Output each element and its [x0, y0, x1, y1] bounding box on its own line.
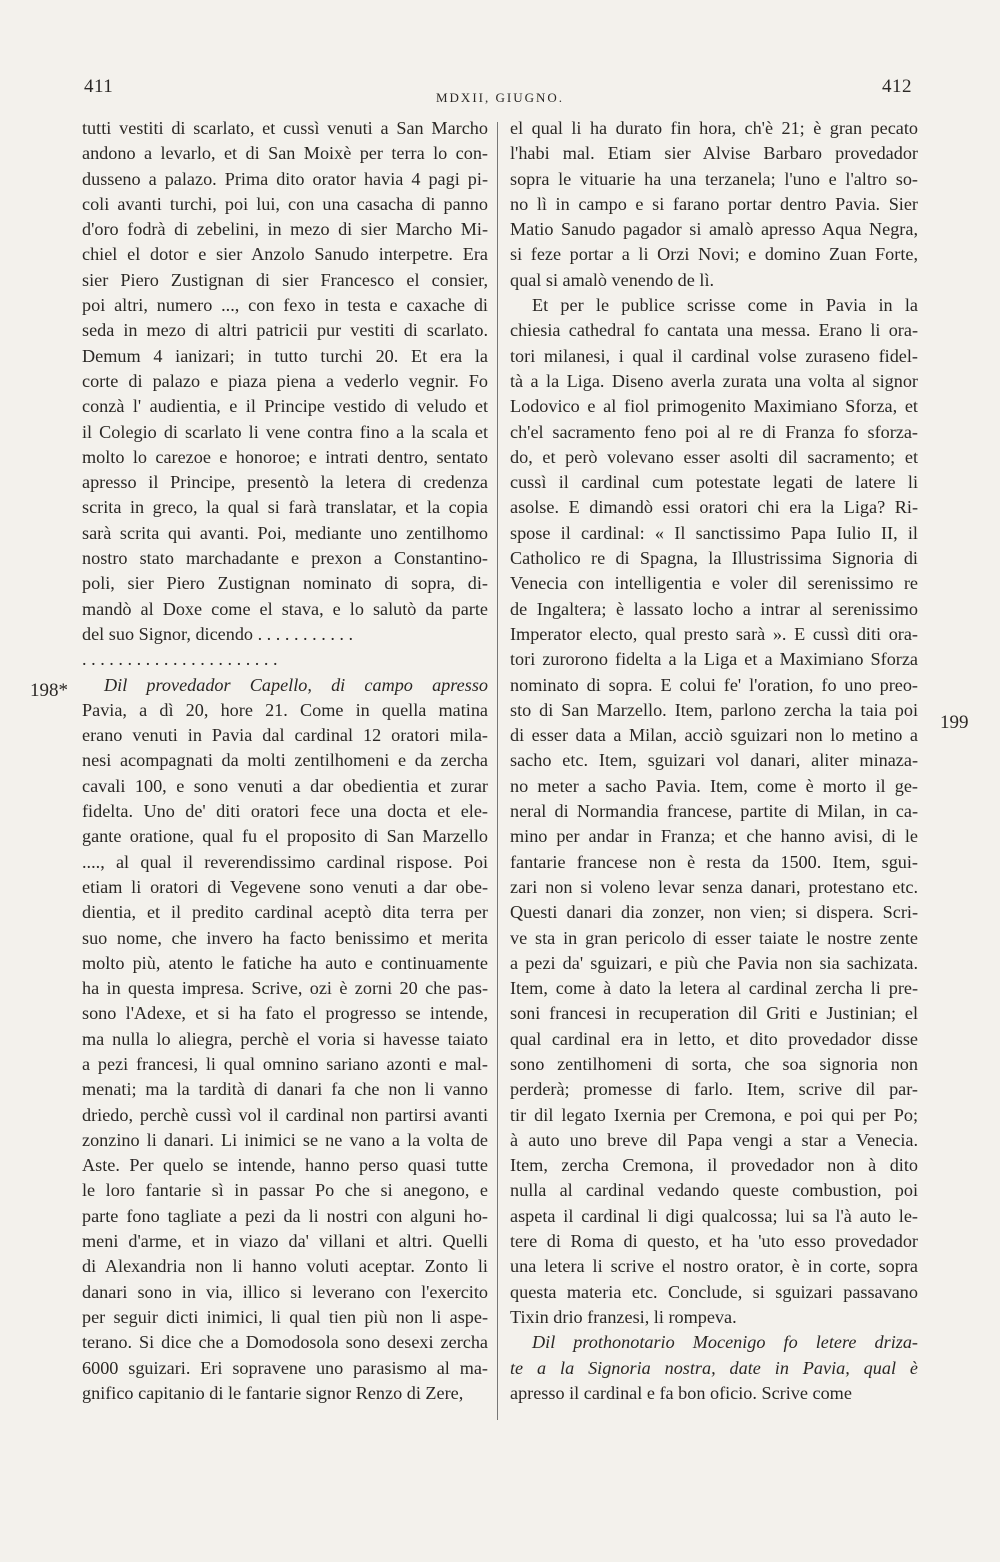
text-line: chiesia cathedral fo cantata una messa. Erano li ora- [510, 320, 918, 341]
right-page-number: 412 [882, 76, 912, 97]
text-line: tere di Roma di questo, et ha 'uto esso provedador [510, 1231, 918, 1252]
text-line: sono l'Adexe, et si ha fato el progresso se intende, [82, 1003, 488, 1024]
text-line: te a la Signoria nostra, date in Pavia, qual è [510, 1357, 918, 1378]
text-line: de Ingaltera; è lassato locho a intrar al serenissimo [510, 598, 918, 619]
text-line: perderà; promesse di farlo. Item, scrive dil par- [510, 1079, 918, 1100]
text-line: di esser data a Milan, acciò sguizari non lo metino a [510, 725, 918, 746]
text-line: andono a levarlo, et di San Moixè per terra lo con- [82, 143, 488, 164]
text-line: qual si amalò venendo de lì. [510, 269, 715, 290]
text-line: tir dil legato Ixernia per Cremona, e poi qui per Po; [510, 1104, 918, 1125]
running-title: MDXII, GIUGNO. [435, 90, 564, 105]
text-line: per seguir dicti inimici, li qual tien più non li aspe- [82, 1306, 488, 1327]
text-line: cavali 100, e sono venuti a dar obedientia et zurar [82, 775, 488, 796]
text-line: spose il cardinal: « Il sanctissimo Papa Iulio II, il [510, 522, 918, 543]
text-line: erano venuti in Pavia dal cardinal 12 oratori mila- [82, 725, 488, 746]
text-line: aspeta il cardinal li digi qualcossa; lui sa l'à auto le- [510, 1205, 918, 1226]
text-line: dientia, et il predito cardinal aceptò dita terra per [82, 902, 488, 923]
text-line: si feze portar a li Orzi Novi; e domino Zuan Forte, [510, 244, 918, 265]
text-line: do, et però volevano esser asolti dil sacramento; et [510, 446, 918, 467]
text-line: driedo, perchè cussì vol il cardinal non partirsi avanti [82, 1104, 488, 1125]
text-line: ve sta in gran pericolo di esser taiate le nostre zente [510, 927, 918, 948]
text-line: Imperator electo, qual presto sarà ». E cussì diti ora- [510, 623, 918, 644]
text-line: sono zentilhomeni di sorta, che soa signoria non [510, 1053, 918, 1074]
text-line: Pavia, a dì 20, hore 21. Come in quella matina [82, 699, 488, 720]
text-line: no meter a sacho Pavia. Item, come è morto il ge- [510, 775, 918, 796]
text-line: ch'el sacramento feno poi al re di Franza fo sforza- [510, 421, 918, 442]
text-line: no lì in campo e si farano portar dentro Pavia. Sier [510, 193, 918, 214]
text-line: fantarie francese non è resta da 1500. Item, sgui- [510, 851, 918, 872]
text-line: conzà l' audientia, e il Principe vestido di veludo et [82, 396, 488, 417]
text-line: fidelta. Uno de' diti oratori fece una docta et ele- [82, 801, 488, 822]
text-line: l'habi mal. Etiam sier Alvise Barbaro provedador [510, 143, 918, 164]
text-line: coli avanti turchi, poi lui, con una casacha di panno [82, 193, 488, 214]
text-line: il Colegio di scarlato li vene contra fino a la scala et [82, 421, 488, 442]
text-line: el qual li ha durato fin hora, ch'è 21; è gran pecato [510, 118, 918, 138]
column-divider [497, 122, 498, 1420]
text-line: mandò al Doxe come el stava, e lo salutò da parte [82, 598, 488, 619]
text-line: Dil prothonotario Mocenigo fo letere driza- [532, 1332, 918, 1353]
text-line: Venecia con intelligentia e voler dil serenissimo re [510, 573, 918, 594]
text-line: qual cardinal era in letto, et dito provedador disse [510, 1028, 918, 1049]
text-line: sacho etc. Item, sguizari vol danari, aliter minaza- [510, 750, 918, 771]
text-line: Questi danari dia zonzer, non vien; si dispera. Scri- [510, 902, 918, 923]
right-text-column [510, 116, 918, 1406]
text-line: tori milanesi, i qual il cardinal volse zuraseno fidel- [510, 345, 918, 366]
text-line: parte fono tagliate a pezi da li nostri con alguni ho- [82, 1205, 488, 1226]
text-line: nominato di sopra. E colui fe' l'oration, fo uno preo- [510, 674, 918, 695]
text-line: del suo Signor, dicendo . . . . . . . . . . . [82, 623, 354, 644]
text-line: Dil provedador Capello, di campo apresso [104, 674, 488, 695]
text-line: Et per le publice scrisse come in Pavia in la [532, 295, 918, 316]
text-line: poi altri, numero ..., con fexo in testa e caxache di [82, 295, 488, 316]
text-line: gnifico capitanio di le fantarie signor Renzo di Zere, [82, 1382, 464, 1403]
text-line: Matio Sanudo pagador si amalò apresso Aqua Negra, [510, 219, 918, 240]
text-line: sopra le vituarie ha una terzanela; l'uno e l'altro so- [510, 168, 918, 189]
text-line: questa materia etc. Conclude, si sguizari passavano [510, 1281, 918, 1302]
text-line: etiam li oratori di Vegevene sono venuti a dar obe- [82, 876, 488, 897]
text-line: tutti vestiti di scarlato, et cussì venuti a San Marcho [82, 118, 488, 138]
text-line: molto lo carezoe e honoroe; e intrati dentro, sentato [82, 446, 488, 467]
text-line: asolse. E dimandò essi oratori chi era la Liga? Ri- [510, 497, 918, 518]
text-line: . . . . . . . . . . . . . . . . . . . . . . [82, 649, 278, 670]
text-line: di Alexandria non li hanno voluti aceptar. Zonto li [82, 1256, 488, 1277]
text-line: a pezi da' sguizari, e più che Pavia non sia sachizata. [510, 952, 918, 973]
text-line: zonzino li danari. Li inimici se ne vano a la volta de [82, 1129, 488, 1150]
text-line: meni d'arme, et in viazo da' villani et altri. Quelli [82, 1231, 488, 1252]
text-line: seda in mezo di altri patricii pur vestiti di scarlato. [82, 320, 488, 341]
text-line: nostro stato marchadante e prexon a Constantino- [82, 548, 488, 569]
text-line: nesi acompagnati da molti zentilhomeni e da zercha [82, 750, 488, 771]
text-line: molto più, atento le fatiche ha auto e continuamente [82, 952, 488, 973]
text-line: Item, come à dato la letera al cardinal zercha li pre- [510, 978, 918, 999]
text-line: Catholico re di Spagna, la Illustrissima Signoria di [510, 548, 918, 569]
text-line: neral di Normandia francese, partite di Milan, in ca- [510, 801, 918, 822]
text-line: soni francesi in recuperation dil Griti e Justinian; el [510, 1003, 918, 1024]
text-line: nulla al cardinal vedando queste combustion, poi [510, 1180, 918, 1201]
text-line: menati; ma la tardità di danari fa che non li vanno [82, 1079, 488, 1100]
text-line: una letera li scrive el nostro orator, è in corte, sopra [510, 1256, 918, 1277]
text-line: gante oratione, qual fu el proposito di San Marzello [82, 826, 488, 847]
text-line: sarà scrita qui avanti. Poi, mediante uno zentilhomo [82, 522, 488, 543]
text-line: Demum 4 ianizari; in tutto turchi 20. Et era la [82, 345, 488, 366]
text-line: d'oro fodrà di zebelini, in mezo di sier Marcho Mi- [82, 219, 488, 240]
text-line: Aste. Per quelo se intende, hanno perso quasi tutte [82, 1155, 488, 1176]
margin-number-right: 199 [940, 712, 969, 733]
text-line: sier Piero Zustignan di sier Francesco el consier, [82, 269, 488, 290]
text-line: tà a la Liga. Diseno averla zurata una volta al signor [510, 370, 918, 391]
left-text-column [82, 116, 488, 1406]
text-line: danari sono in via, illico si leverano con l'exercito [82, 1281, 488, 1302]
text-line: ma nulla lo aliegra, perchè el voria si havesse taiato [82, 1028, 488, 1049]
left-page-number: 411 [84, 76, 114, 97]
text-line: ha in questa impresa. Scrive, ozi è zorni 20 che pas- [82, 978, 488, 999]
text-line: poli, sier Piero Zustignan nominato di sopra, di- [82, 573, 488, 594]
text-line: Tixin drio franzesi, li rompeva. [510, 1306, 737, 1327]
text-line: sto di San Marzello. Item, parlono zercha la taia poi [510, 699, 918, 720]
text-line: terano. Si dice che a Domodosola sono desexi zercha [82, 1332, 488, 1353]
text-line: tori zurorono fidelta a la Liga et a Maximiano Sforza [510, 649, 918, 670]
text-line: Item, zercha Cremona, il provedador non à dito [510, 1155, 918, 1176]
text-line: le loro fantarie sì in passar Po che si anegono, e [82, 1180, 488, 1201]
text-line: mino per andar in Franza; et che hanno avisi, di le [510, 826, 918, 847]
text-line: a pezi francesi, li qual omnino sariano azonti e mal- [82, 1053, 488, 1074]
text-line: 6000 sguizari. Eri sopravene uno parasismo al ma- [82, 1357, 488, 1378]
text-line: à auto uno breve dil Papa vengi a star a Venecia. [510, 1129, 918, 1150]
text-line: scrita in greco, la qual si farà translatar, et la copia [82, 497, 488, 518]
text-line: ...., al qual il reverendissimo cardinal rispose. Poi [82, 851, 488, 872]
text-line: cussì il cardinal cum potestate legati de latere li [510, 472, 918, 493]
margin-number-left: 198* [30, 680, 68, 701]
text-line: apresso il cardinal e fa bon oficio. Scrive come [510, 1382, 852, 1403]
text-line: corte di palazo e piaza piena a vederlo vegnir. Fo [82, 370, 488, 391]
text-line: chiel el dotor e sier Anzolo Sanudo interpetre. Era [82, 244, 488, 265]
text-line: suo nome, che invero ha facto benissimo et merita [82, 927, 488, 948]
text-line: Lodovico e al fiol primogenito Maximiano Sforza, et [510, 396, 918, 417]
text-line: dusseno a palazo. Prima dito orator havia 4 pagi pi- [82, 168, 488, 189]
text-line: apresso il Principe, presentò la letera di credenza [82, 472, 488, 493]
text-line: zari non si voleno levar senza danari, protestano etc. [510, 876, 918, 897]
